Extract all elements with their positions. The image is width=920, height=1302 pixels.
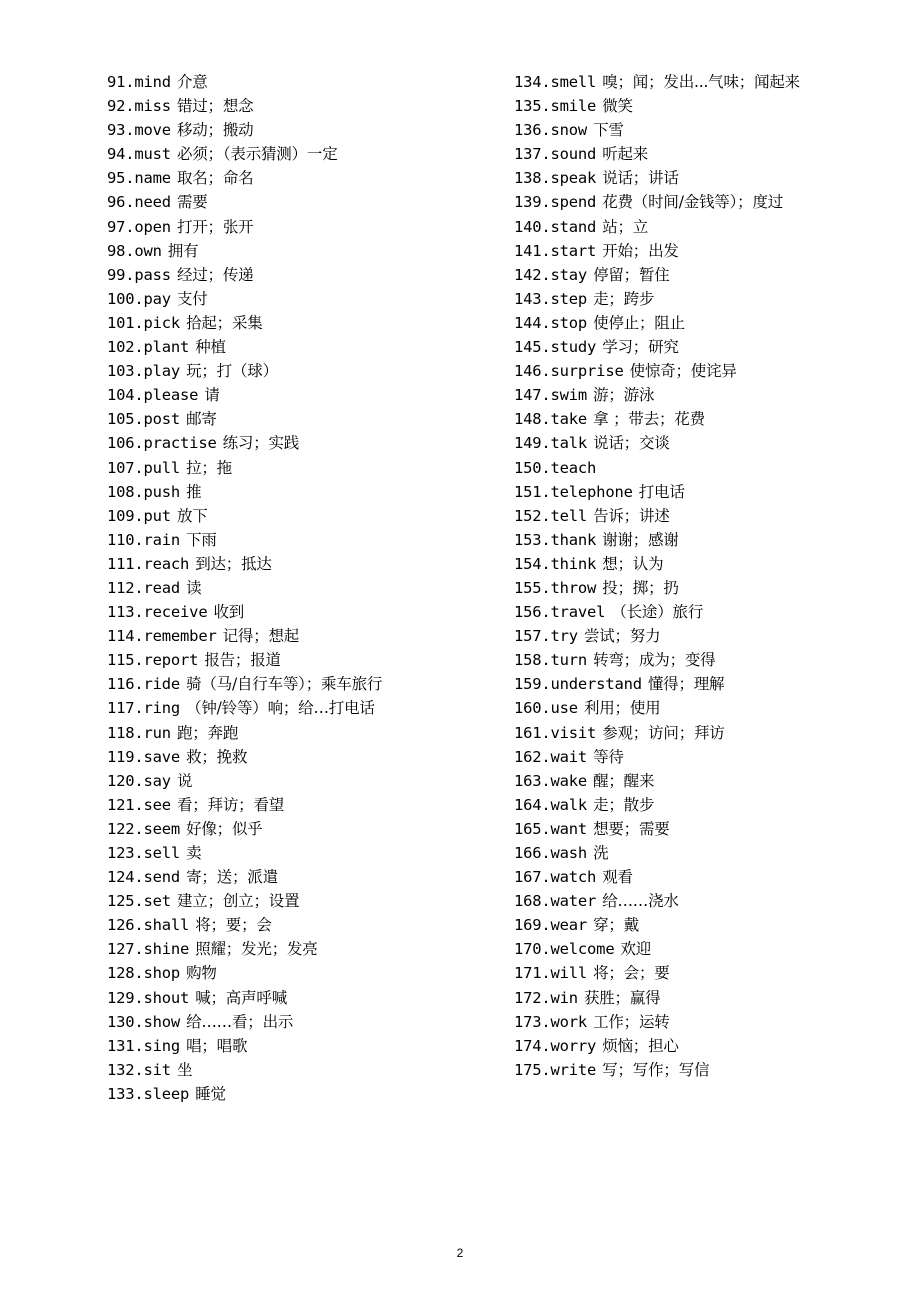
vocabulary-entry [107, 335, 502, 359]
vocabulary-entry [514, 70, 909, 94]
entry-word: 121.see [107, 795, 171, 814]
entry-meaning: 好像；似乎 [186, 819, 263, 838]
entry-meaning: 救；挽救 [186, 747, 248, 766]
entry-meaning: 嗅；闻；发出...气味；闻起来 [602, 73, 800, 91]
entry-meaning: 给……看；出示 [186, 1012, 294, 1031]
entry-word: 138.speak [514, 169, 597, 188]
vocabulary-entry [514, 937, 909, 961]
entry-meaning: 收到 [213, 603, 245, 622]
entry-word: 117.ring [107, 699, 181, 718]
entry-meaning: 花费（时间/金钱等）；度过 [602, 193, 784, 212]
vocabulary-entry [107, 70, 502, 94]
entry-word: 145.study [514, 338, 597, 357]
entry-meaning: 谢谢；感谢 [602, 530, 679, 549]
entry-word: 132.sit [107, 1060, 171, 1079]
entry-meaning: 利用；使用 [583, 699, 661, 718]
entry-word: 93.move [107, 121, 171, 140]
vocabulary-entry [107, 215, 502, 239]
entry-meaning: 打电话 [638, 482, 685, 501]
entry-word: 155.throw [514, 578, 597, 597]
entry-meaning: 喊；高声呼喊 [195, 988, 287, 1007]
vocabulary-entry [514, 865, 909, 889]
entry-word: 119.save [107, 747, 181, 766]
vocabulary-entry [107, 359, 502, 383]
vocabulary-entry [107, 456, 502, 480]
vocabulary-entry [107, 311, 502, 335]
entry-meaning: 必须；（表示猜测）一定 [176, 145, 338, 164]
vocabulary-entry [514, 142, 909, 166]
entry-meaning: 移动；搬动 [176, 121, 254, 140]
entry-meaning: 走；跨步 [593, 289, 655, 308]
entry-word: 136.snow [514, 121, 588, 140]
entry-meaning: 建立；创立；设置 [176, 892, 300, 911]
vocabulary-entry [107, 1058, 502, 1082]
entry-meaning: 取名；命名 [176, 169, 254, 188]
entry-word: 95.name [107, 169, 171, 188]
entry-word: 164.walk [514, 795, 588, 814]
vocabulary-entry [107, 648, 502, 672]
vocabulary-entry [107, 600, 502, 624]
entry-meaning: 开始；出发 [602, 241, 679, 260]
entry-meaning: 邮寄 [186, 410, 217, 429]
entry-meaning: 使停止；阻止 [593, 313, 685, 332]
entry-meaning: 错过；想念 [176, 97, 254, 116]
entry-meaning: 需要 [176, 193, 208, 212]
entry-meaning: 欢迎 [620, 940, 652, 959]
entry-word: 149.talk [514, 434, 588, 453]
entry-meaning: 读 [186, 578, 202, 597]
entry-meaning: 想要；需要 [593, 819, 670, 838]
vocabulary-entry [514, 263, 909, 287]
entry-meaning: 骑（马/自行车等）；乘车旅行 [186, 675, 383, 694]
entry-meaning: 走；散步 [593, 795, 655, 814]
entry-word: 175.write [514, 1060, 597, 1079]
entry-word: 154.think [514, 554, 597, 573]
entry-meaning: 尝试；努力 [583, 627, 661, 646]
entry-meaning: 下雪 [593, 121, 624, 140]
vocabulary-column-left [107, 70, 502, 1106]
entry-meaning: 等待 [593, 747, 624, 766]
entry-word: 140.stand [514, 217, 597, 236]
entry-meaning: 照耀；发光；发亮 [195, 940, 318, 959]
entry-word: 170.welcome [514, 940, 615, 959]
entry-meaning: 说 [176, 771, 193, 790]
entry-word: 157.try [514, 627, 578, 646]
vocabulary-entry [107, 190, 502, 214]
vocabulary-entry [107, 480, 502, 504]
vocabulary-entry [107, 407, 502, 431]
vocabulary-entry [107, 263, 502, 287]
vocabulary-entry [514, 841, 909, 865]
entry-word: 105.post [107, 410, 181, 429]
entry-word: 158.turn [514, 651, 588, 670]
vocabulary-entry [514, 190, 909, 214]
entry-word: 139.spend [514, 193, 597, 212]
vocabulary-entry [107, 1034, 502, 1058]
entry-word: 172.win [514, 988, 578, 1007]
entry-word: 156.travel [514, 603, 606, 622]
vocabulary-entry [514, 817, 909, 841]
vocabulary-entry [107, 769, 502, 793]
vocabulary-entry [107, 239, 502, 263]
vocabulary-entry [514, 166, 909, 190]
entry-meaning: 获胜；赢得 [583, 988, 661, 1007]
entry-word: 142.stay [514, 265, 588, 284]
entry-word: 100.pay [107, 289, 171, 308]
entry-word: 109.put [107, 506, 171, 525]
entry-meaning: 观看 [602, 868, 633, 887]
entry-meaning: 唱；唱歌 [186, 1036, 248, 1055]
entry-meaning: 告诉；讲述 [593, 506, 670, 525]
vocabulary-entry [107, 793, 502, 817]
vocabulary-entry [107, 865, 502, 889]
vocabulary-entry [107, 576, 502, 600]
entry-meaning: 停留；暂住 [593, 265, 670, 284]
entry-word: 168.water [514, 892, 597, 911]
entry-word: 147.swim [514, 386, 588, 405]
vocabulary-entry [107, 721, 502, 745]
vocabulary-entry [107, 817, 502, 841]
entry-meaning: 微笑 [602, 97, 633, 116]
entry-meaning: 跑；奔跑 [176, 723, 239, 742]
entry-meaning: 练习；实践 [222, 434, 300, 453]
entry-word: 106.practise [107, 434, 217, 453]
entry-meaning: 打开；张开 [176, 217, 254, 236]
entry-meaning: 穿；戴 [593, 916, 639, 935]
vocabulary-entry [107, 1010, 502, 1034]
entry-word: 171.will [514, 964, 588, 983]
entry-word: 144.stop [514, 313, 588, 332]
entry-word: 123.sell [107, 844, 181, 862]
entry-word: 146.surprise [514, 362, 624, 381]
entry-meaning: 拾起；采集 [186, 313, 263, 332]
entry-word: 101.pick [107, 313, 181, 332]
entry-meaning: 拿 ；带去；花费 [593, 410, 705, 429]
entry-word: 94.must [107, 145, 171, 164]
entry-word: 169.wear [514, 916, 588, 935]
entry-meaning: 购物 [186, 964, 217, 983]
vocabulary-entry [514, 407, 909, 431]
page-number: 2 [456, 1246, 464, 1260]
vocabulary-entry [514, 696, 909, 720]
entry-word: 96.need [107, 193, 171, 212]
entry-word: 129.shout [107, 988, 190, 1007]
entry-word: 127.shine [107, 940, 190, 959]
entry-word: 108.push [107, 482, 181, 501]
entry-meaning: 下雨 [186, 530, 217, 549]
entry-meaning: 懂得；理解 [647, 675, 725, 694]
entry-word: 163.wake [514, 771, 588, 790]
entry-word: 120.say [107, 771, 171, 790]
entry-meaning: 看；拜访；看望 [176, 795, 285, 814]
entry-word: 152.tell [514, 506, 588, 525]
entry-meaning: 推 [186, 482, 202, 501]
entry-meaning: 洗 [593, 844, 609, 862]
vocabulary-entry [107, 94, 502, 118]
entry-word: 107.pull [107, 458, 181, 477]
entry-meaning: 经过；传递 [176, 265, 254, 284]
vocabulary-entry [514, 769, 909, 793]
vocabulary-entry [514, 624, 909, 648]
entry-word: 167.watch [514, 868, 597, 887]
entry-word: 113.receive [107, 603, 208, 622]
entry-meaning: 游；游泳 [593, 386, 655, 405]
entry-meaning: 拥有 [167, 241, 199, 260]
vocabulary-entry [107, 166, 502, 190]
vocabulary-entry [107, 528, 502, 552]
entry-word: 102.plant [107, 338, 190, 357]
vocabulary-entry [107, 961, 502, 985]
entry-word: 165.want [514, 819, 588, 838]
vocabulary-entry [107, 624, 502, 648]
entry-meaning: 到达；抵达 [195, 554, 272, 573]
entry-word: 112.read [107, 578, 181, 597]
vocabulary-entry [107, 913, 502, 937]
vocabulary-entry [514, 528, 909, 552]
vocabulary-entry [514, 359, 909, 383]
entry-word: 114.remember [107, 627, 217, 646]
vocabulary-entry [514, 431, 909, 455]
entry-meaning: 玩；打（球） [186, 362, 278, 381]
entry-meaning: 想；认为 [602, 554, 664, 573]
vocabulary-entry [514, 552, 909, 576]
vocabulary-entry [514, 648, 909, 672]
entry-word: 122.seem [107, 819, 181, 838]
entry-word: 111.reach [107, 554, 190, 573]
entry-word: 174.worry [514, 1036, 597, 1055]
entry-word: 161.visit [514, 723, 597, 742]
vocabulary-entry [514, 1034, 909, 1058]
entry-meaning: 拉；拖 [186, 458, 232, 477]
entry-meaning: 说话；讲话 [602, 169, 679, 188]
entry-word: 159.understand [514, 675, 642, 694]
entry-word: 118.run [107, 723, 171, 742]
entry-meaning: 记得；想起 [222, 627, 300, 646]
vocabulary-entry [107, 504, 502, 528]
vocabulary-entry [514, 745, 909, 769]
entry-meaning: 使惊奇；使诧异 [629, 362, 737, 381]
entry-meaning: 睡觉 [195, 1084, 226, 1103]
entry-word: 128.shop [107, 964, 181, 983]
vocabulary-entry [514, 672, 909, 696]
vocabulary-entry [514, 576, 909, 600]
vocabulary-entry [514, 986, 909, 1010]
vocabulary-entry [107, 986, 502, 1010]
entry-meaning: （钟/铃等）响；给…打电话 [186, 699, 375, 718]
entry-word: 92.miss [107, 97, 171, 116]
entry-meaning: 烦恼；担心 [602, 1036, 679, 1055]
vocabulary-entry [514, 94, 909, 118]
entry-word: 150.teach [514, 458, 597, 477]
entry-meaning: 种植 [195, 338, 226, 357]
vocabulary-entry [107, 937, 502, 961]
entry-word: 135.smile [514, 97, 597, 116]
vocabulary-entry [514, 721, 909, 745]
vocabulary-entry [514, 480, 909, 504]
entry-word: 131.sing [107, 1036, 181, 1055]
vocabulary-entry [514, 961, 909, 985]
entry-meaning: 寄；送；派遣 [186, 868, 278, 887]
entry-word: 151.telephone [514, 482, 633, 501]
vocabulary-entry [514, 215, 909, 239]
entry-meaning: 转弯；成为；变得 [593, 651, 716, 670]
entry-meaning: 坐 [176, 1060, 193, 1079]
vocabulary-entry [107, 383, 502, 407]
entry-word: 137.sound [514, 145, 597, 164]
entry-word: 116.ride [107, 675, 181, 694]
entry-word: 124.send [107, 868, 181, 887]
entry-word: 134.smell [514, 73, 597, 91]
vocabulary-entry [514, 504, 909, 528]
entry-word: 115.report [107, 651, 199, 670]
vocabulary-entry [107, 118, 502, 142]
entry-word: 104.please [107, 386, 199, 405]
entry-meaning: 说话；交谈 [593, 434, 670, 453]
vocabulary-entry [514, 383, 909, 407]
vocabulary-entry [514, 1058, 909, 1082]
entry-word: 143.step [514, 289, 588, 308]
entry-meaning: 写；写作；写信 [602, 1060, 710, 1079]
entry-meaning: 学习；研究 [602, 338, 679, 357]
vocabulary-entry [514, 913, 909, 937]
entry-word: 148.take [514, 410, 588, 429]
vocabulary-entry [107, 745, 502, 769]
vocabulary-entry [514, 889, 909, 913]
entry-word: 91.mind [107, 73, 171, 91]
entry-word: 166.wash [514, 844, 588, 862]
entry-word: 126.shall [107, 916, 190, 935]
entry-meaning: 醒；醒来 [593, 771, 655, 790]
vocabulary-entry [107, 841, 502, 865]
vocabulary-entry [107, 142, 502, 166]
entry-word: 130.show [107, 1012, 181, 1031]
vocabulary-entry [514, 1010, 909, 1034]
entry-meaning: 卖 [186, 844, 202, 862]
vocabulary-entry [107, 696, 502, 720]
vocabulary-entry [107, 889, 502, 913]
vocabulary-entry [514, 118, 909, 142]
entry-meaning: 请 [204, 386, 220, 405]
vocabulary-entry [514, 335, 909, 359]
entry-meaning: 站；立 [602, 217, 649, 236]
vocabulary-entry [107, 1082, 502, 1106]
entry-meaning: 工作；运转 [593, 1012, 670, 1031]
entry-word: 160.use [514, 699, 578, 718]
vocabulary-entry [107, 431, 502, 455]
entry-word: 125.set [107, 892, 171, 911]
vocabulary-entry [107, 287, 502, 311]
entry-word: 103.play [107, 362, 181, 381]
vocabulary-entry [514, 287, 909, 311]
vocabulary-entry [514, 600, 909, 624]
entry-meaning: （长途）旅行 [611, 603, 704, 622]
entry-meaning: 将；会；要 [593, 964, 670, 983]
entry-word: 133.sleep [107, 1084, 190, 1103]
vocabulary-entry [107, 672, 502, 696]
entry-word: 173.work [514, 1012, 588, 1031]
entry-meaning: 参观；访问；拜访 [602, 723, 725, 742]
entry-meaning: 报告；报道 [204, 651, 281, 670]
vocabulary-entry [514, 239, 909, 263]
vocabulary-entry [107, 552, 502, 576]
vocabulary-entry [514, 311, 909, 335]
entry-meaning: 给……浇水 [602, 892, 679, 911]
entry-word: 99.pass [107, 265, 171, 284]
entry-word: 97.open [107, 217, 171, 236]
entry-word: 141.start [514, 241, 597, 260]
vocabulary-column-right [514, 70, 909, 1082]
entry-meaning: 支付 [176, 289, 208, 308]
entry-meaning: 投；掷；扔 [602, 578, 679, 597]
entry-word: 98.own [107, 241, 162, 260]
entry-meaning: 放下 [176, 506, 208, 525]
entry-meaning: 将；要；会 [195, 916, 272, 935]
entry-word: 153.thank [514, 530, 597, 549]
entry-meaning: 介意 [176, 73, 208, 91]
vocabulary-entry [514, 793, 909, 817]
entry-word: 162.wait [514, 747, 588, 766]
vocabulary-entry [514, 456, 909, 480]
entry-meaning: 听起来 [602, 145, 649, 164]
entry-word: 110.rain [107, 530, 181, 549]
